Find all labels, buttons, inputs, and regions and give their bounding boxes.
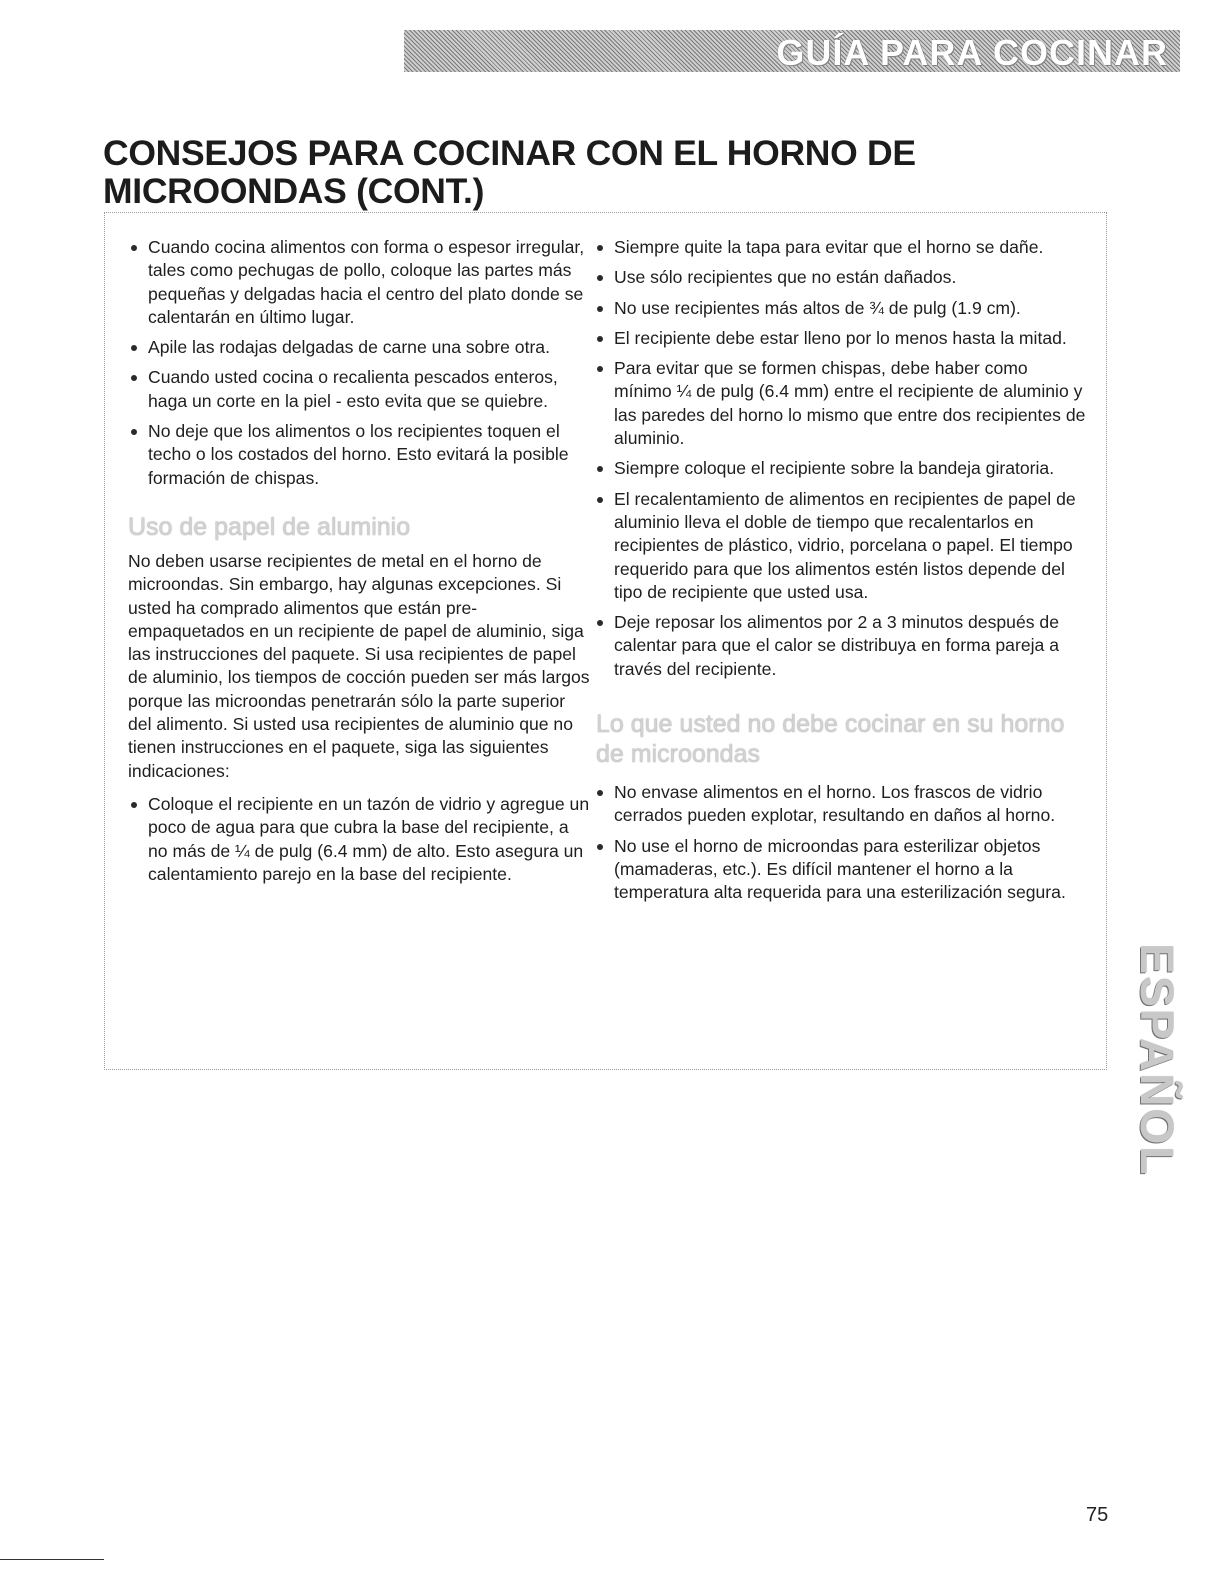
list-item: No envase alimentos en el horno. Los frascos de vidrio cerrados pueden explotar, resultando en daños al horno.: [594, 781, 1088, 828]
language-side-tab: [1130, 940, 1184, 1180]
list-item: No use recipientes más altos de ¾ de pulg (1.9 cm).: [594, 297, 1088, 320]
language-side-tab-label: ESPAÑOL: [1131, 943, 1183, 1177]
list-item: Cuando usted cocina o recalienta pescados enteros, haga un corte en la piel - esto evita que se quiebre.: [128, 366, 590, 413]
list-item: Deje reposar los alimentos por 2 a 3 minutos después de calentar para que el calor se distribuya en forma pareja a través del recipiente.: [594, 611, 1088, 681]
aluminum-paragraph: No deben usarse recipientes de metal en el horno de microondas. Sin embargo, hay algunas excepciones. Si usted ha comprado alimentos que están pre-empaquetados en un recipiente de papel de aluminio, siga las instrucciones del paquete. Si usa recipientes de papel de aluminio, los tiempos de cocción pueden ser más largos porque las microondas penetrarán sólo la parte superior del alimento. Si usted usa recipientes de aluminio que no tienen instrucciones en el paquete, siga las siguientes indicaciones:: [128, 550, 590, 781]
list-item: El recalentamiento de alimentos en recipientes de papel de aluminio lleva el doble de tiempo que recalentarlos en recipientes de plástico, vidrio, porcelana o papel. El tiempo requerido para que los alimentos estén listos depende del tipo de recipiente que usted usa.: [594, 488, 1088, 604]
aluminum-heading: Uso de papel de aluminio: [128, 512, 411, 541]
section-banner: [404, 30, 1180, 72]
list-item: Coloque el recipiente en un tazón de vidrio y agregue un poco de agua para que cubra la base del recipiente, a no más de ¼ de pulg (6.4 mm) de alto. Esto asegura un calentamiento parejo en la base del recipiente.: [128, 793, 590, 886]
no-cook-list: [594, 781, 1088, 904]
aluminum-tips-list: [594, 236, 1088, 681]
list-item: Use sólo recipientes que no están dañados.: [594, 266, 1088, 289]
list-item: Para evitar que se formen chispas, debe haber como mínimo ¼ de pulg (6.4 mm) entre el recipiente de aluminio y las paredes del horno lo mismo que entre dos recipientes de aluminio.: [594, 357, 1088, 450]
list-item: Siempre coloque el recipiente sobre la bandeja giratoria.: [594, 457, 1088, 480]
left-column: [128, 236, 590, 893]
page-title: CONSEJOS PARA COCINAR CON EL HORNO DE MICROONDAS (CONT.): [103, 133, 916, 211]
list-item: Apile las rodajas delgadas de carne una sobre otra.: [128, 336, 590, 359]
list-item: No use el horno de microondas para esterilizar objetos (mamaderas, etc.). Es difícil mantener el horno a la temperatura alta requerida para una esterilización segura.: [594, 835, 1088, 905]
list-item: No deje que los alimentos o los recipientes toquen el techo o los costados del horno. Esto evitará la posible formación de chispas.: [128, 420, 590, 490]
list-item: Cuando cocina alimentos con forma o espesor irregular, tales como pechugas de pollo, coloque las partes más pequeñas y delgadas hacia el centro del plato donde se calentarán en último lugar.: [128, 236, 590, 329]
page-number: 75: [1086, 1504, 1109, 1526]
tips-list: [128, 236, 590, 490]
list-item: El recipiente debe estar lleno por lo menos hasta la mitad.: [594, 327, 1088, 350]
right-column: [594, 236, 1088, 912]
no-cook-heading: Lo que usted no debe cocinar en su horno de microondas: [596, 710, 1065, 769]
footer-rule: [0, 1559, 104, 1560]
list-item: Siempre quite la tapa para evitar que el horno se dañe.: [594, 236, 1088, 259]
section-banner-label: GUÍA PARA COCINAR: [776, 32, 1168, 73]
aluminum-list: [128, 793, 590, 886]
